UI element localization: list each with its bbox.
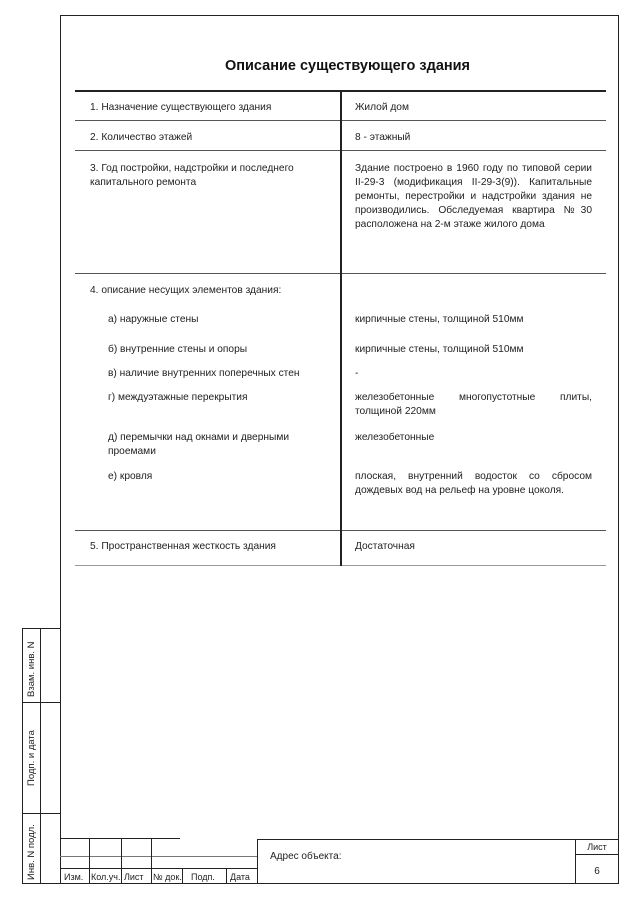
row-label: 2. Количество этажей (90, 132, 193, 143)
subitem-value: кирпичные стены, толщиной 510мм (355, 344, 524, 355)
col-label-change: Изм. (64, 872, 84, 882)
col-label-date: Дата (230, 872, 250, 882)
col-label-doc-no: № док. (153, 872, 182, 882)
subitem-label: г) междуэтажные перекрытия (108, 392, 248, 403)
side-stamp-row-divider (22, 702, 61, 703)
stamp-col-line (182, 868, 183, 884)
row-label: 4. описание несущих элементов здания: (90, 285, 282, 296)
sheet-number: 6 (594, 866, 600, 877)
stamp-col-line (89, 838, 90, 884)
side-stamp-row-divider (22, 813, 61, 814)
subitem-value: плоская, внутренний водосток со сбросом дождевых вод на рельеф на уровне цоколя. (355, 471, 592, 496)
side-label-signature-date: Подп. и дата (26, 730, 37, 786)
subitem-value: кирпичные стены, толщиной 510мм (355, 314, 524, 325)
row-label: 1. Назначение существующего здания (90, 102, 272, 113)
row-label: 3. Год постройки, надстройки и последнего капитального ремонта (90, 163, 294, 188)
address-label: Адрес объекта: (270, 851, 342, 862)
stamp-row-line (60, 838, 180, 839)
col-label-sheet: Лист (124, 872, 144, 882)
stamp-col-line (151, 838, 152, 884)
side-label-original-inv: Инв. N подл. (26, 824, 37, 880)
stamp-col-line (226, 868, 227, 884)
stamp-col-line (121, 838, 122, 884)
row-label: 5. Пространственная жесткость здания (90, 541, 276, 552)
subitem-label: а) наружные стены (108, 314, 199, 325)
subitem-label: е) кровля (108, 471, 153, 482)
sheet-label: Лист (587, 842, 607, 852)
subitem-value: железобетонные многопустотные плиты, толщиной 220мм (355, 392, 592, 417)
column-divider (340, 90, 342, 566)
subitem-value: железобетонные (355, 432, 435, 443)
subitem-value: - (355, 368, 359, 379)
subitem-label: д) перемычки над окнами и дверными проемами (108, 432, 290, 457)
subitem-label: б) внутренние стены и опоры (108, 344, 248, 355)
col-label-count: Кол.уч. (91, 872, 121, 882)
row-value: Жилой дом (355, 102, 409, 113)
subitem-label: в) наличие внутренних поперечных стен (108, 368, 300, 379)
sheet-row-line (575, 854, 619, 855)
row-value: Здание построено в 1960 году по типовой серии II-29-3 (модификация II-29-3(9)). Капитальные ремонты, перестройки и надстройки здания не производились. Обследуемая квартира №30 расположена на 2-м этаже жилого дома (355, 163, 592, 230)
page-title: Описание существующего здания (224, 58, 471, 74)
col-label-signature: Подп. (191, 872, 215, 882)
side-stamp-divider (40, 628, 41, 884)
row-value: Достаточная (355, 541, 415, 552)
row-value: 8 - этажный (355, 132, 411, 143)
side-label-replacement-inv: Взам. инв. N (26, 641, 37, 697)
